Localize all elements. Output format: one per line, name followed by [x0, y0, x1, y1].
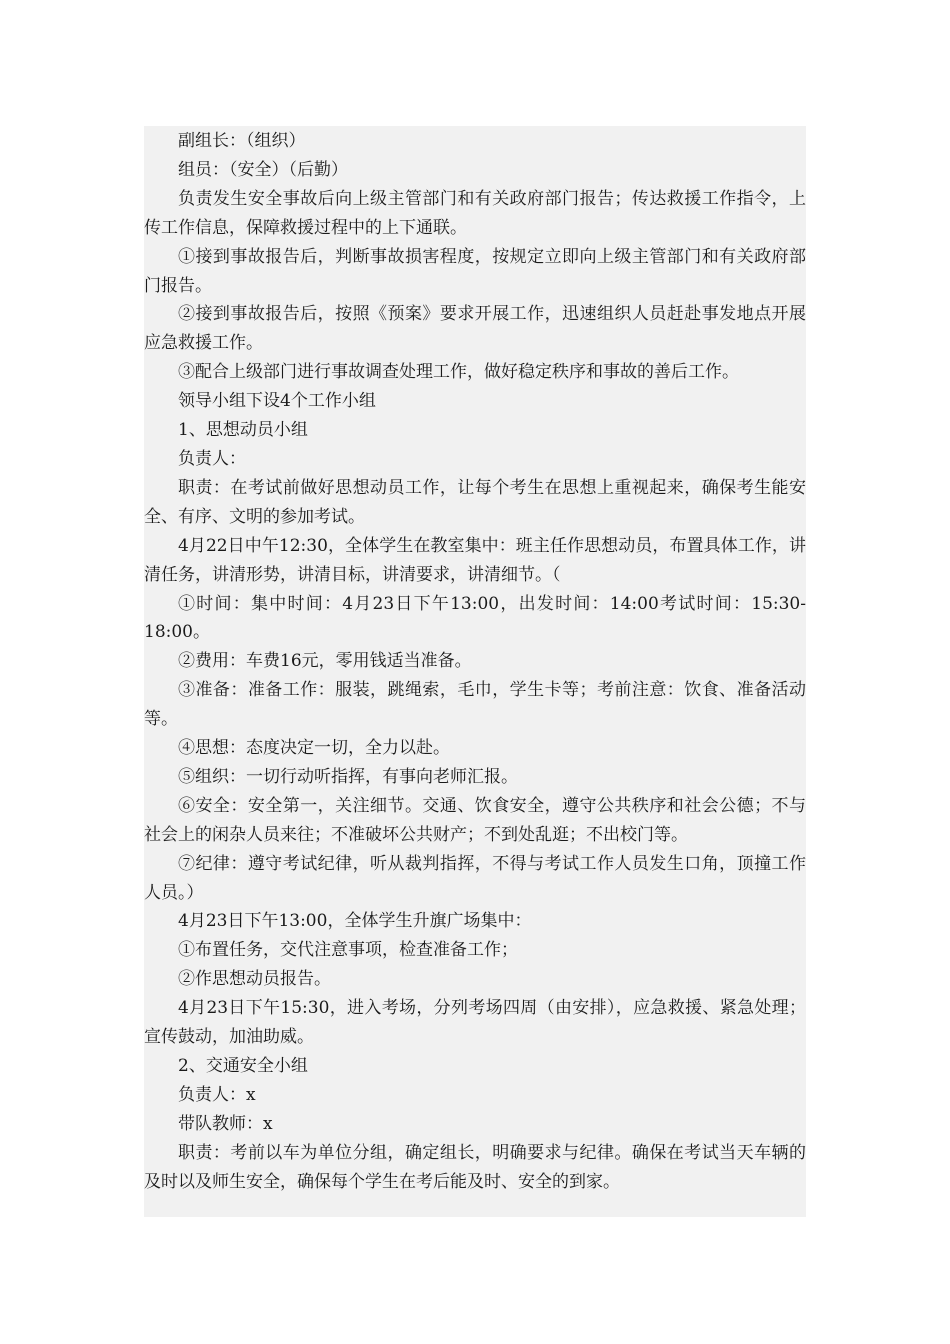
paragraph-schedule: 4月23日下午13:00，全体学生升旗广场集中：: [178, 911, 532, 932]
paragraph-item: ⑦纪律：遵守考试纪律，听从裁判指挥，不得与考试工作人员发生口角，顶撞工作人员。）: [144, 853, 806, 903]
section-heading: 1、思想动员小组: [178, 420, 308, 441]
paragraph-item: ②接到事故报告后，按照《预案》要求开展工作，迅速组织人员赶赴事发地点开展应急救援工作。: [144, 304, 806, 354]
document-body: [144, 126, 806, 1217]
paragraph-item: ⑥安全：安全第一，关注细节。交通、饮食安全，遵守公共秩序和社会公德；不与社会上的闲杂人员来往；不准破坏公共财产；不到处乱逛；不出校门等。: [144, 795, 806, 845]
paragraph-item: ⑤组织：一切行动听指挥，有事向老师汇报。: [178, 766, 518, 787]
paragraph-item: ①布置任务，交代注意事项，检查准备工作；: [178, 940, 518, 961]
section-heading: 2、交通安全小组: [178, 1056, 308, 1076]
paragraph-schedule: 4月22日中午12:30，全体学生在教室集中：班主任作思想动员，布置具体工作，讲清任务，讲清形势，讲清目标，讲清要求，讲清细节。（: [144, 535, 806, 585]
paragraph-item: ③配合上级部门进行事故调查处理工作，做好稳定秩序和事故的善后工作。: [178, 362, 739, 383]
paragraph-person-in-charge: 负责人：x: [178, 1084, 256, 1105]
paragraph-item: ①接到事故报告后，判断事故损害程度，按规定立即向上级主管部门和有关政府部门报告。: [144, 246, 806, 296]
paragraph-item: ③准备：准备工作：服装，跳绳索，毛巾，学生卡等；考前注意：饮食、准备活动等。: [144, 680, 806, 730]
paragraph-schedule: 4月23日下午15:30，进入考场，分列考场四周（由安排），应急救援、紧急处理；宣传鼓动，加油助威。: [144, 998, 806, 1048]
paragraph-duty: 职责：考前以车为单位分组，确定组长，明确要求与纪律。确保在考试当天车辆的及时以及师生安全，确保每个学生在考后能及时、安全的到家。: [144, 1142, 806, 1192]
paragraph-person-in-charge: 负责人：: [178, 448, 246, 469]
paragraph-item: ②作思想动员报告。: [178, 969, 331, 990]
paragraph-teacher: 带队教师：x: [178, 1113, 273, 1134]
paragraph-duty: 职责：在考试前做好思想动员工作，让每个考生在思想上重视起来，确保考生能安全、有序、文明的参加考试。: [144, 477, 806, 527]
paragraph-members: 组员：（安全）（后勤）: [178, 159, 348, 180]
paragraph-item: ①时间：集中时间：4月23日下午13:00，出发时间：14:00考试时间：15:30-18:00。: [144, 593, 806, 643]
paragraph-item: ④思想：态度决定一切，全力以赴。: [178, 738, 450, 759]
paragraph-item: ②费用：车费16元，零用钱适当准备。: [178, 651, 472, 672]
paragraph-groups-intro: 领导小组下设4个工作小组: [178, 391, 376, 412]
paragraph-responsibility: 负责发生安全事故后向上级主管部门和有关政府部门报告；传达救援工作指令，上传工作信息，保障救援过程中的上下通联。: [144, 188, 806, 238]
paragraph-deputy-leader: 副组长：（组织）: [178, 131, 306, 151]
